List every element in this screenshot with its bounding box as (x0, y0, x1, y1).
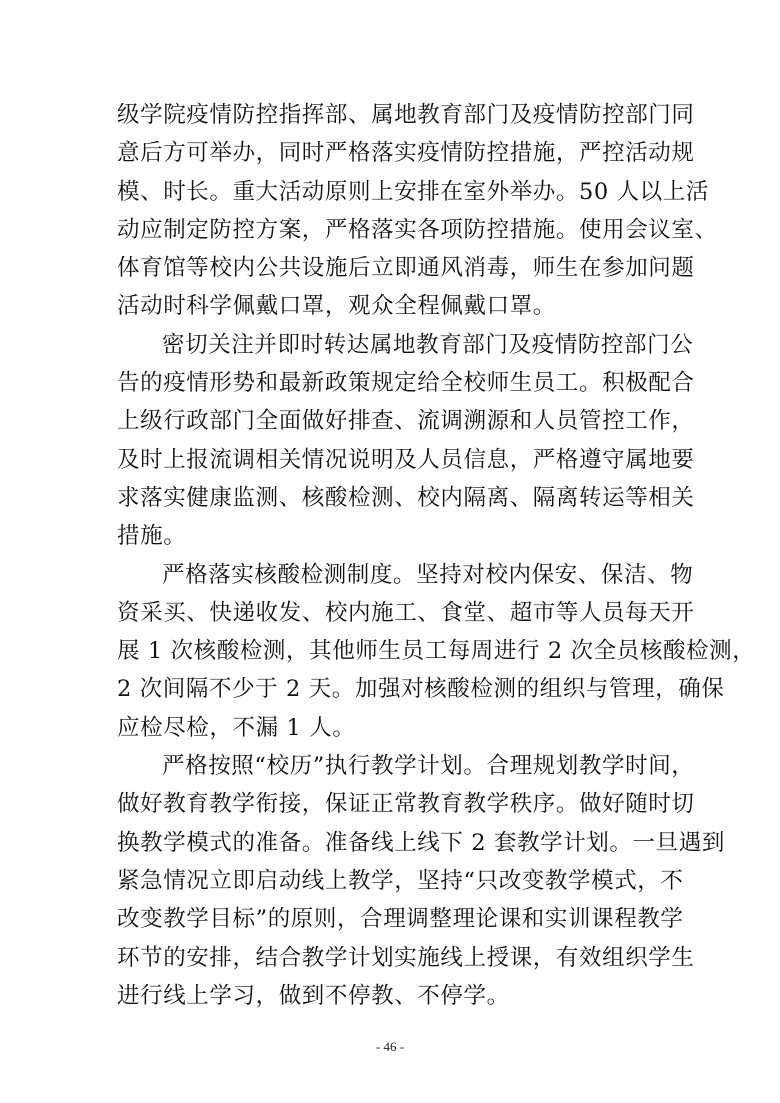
document-body (117, 96, 756, 1015)
text-line: 活动时科学佩戴口罩，观众全程佩戴口罩。 (117, 293, 556, 320)
text-line: 动应制定防控方案，严格落实各项防控措施。使用会议室、 (117, 216, 718, 243)
text-line: 应检尽检，不漏 1 人。 (117, 714, 356, 741)
text-line: 2 次间隔不少于 2 天。加强对核酸检测的组织与管理，确保 (117, 676, 725, 703)
text-line: 告的疫情形势和最新政策规定给全校师生员工。积极配合 (117, 370, 695, 397)
text-line: 严格按照“校历”执行教学计划。合理规划教学时间， (162, 753, 695, 780)
text-line: 措施。 (117, 523, 187, 550)
text-line: 进行线上学习，做到不停教、不停学。 (117, 982, 510, 1009)
page-number: - 46 - (375, 1039, 405, 1054)
text-line: 级学院疫情防控指挥部、属地教育部门及疫情防控部门同 (117, 102, 695, 128)
paragraph-3 (117, 556, 756, 747)
text-line: 及时上报流调相关情况说明及人员信息，严格遵守属地要 (117, 446, 695, 473)
text-line: 资采买、快递收发、校内施工、食堂、超市等人员每天开 (117, 599, 695, 626)
text-line: 换教学模式的准备。准备线上线下 2 套教学计划。一旦遇到 (117, 829, 725, 856)
paragraph-4 (117, 747, 725, 1015)
text-line: 体育馆等校内公共设施后立即通风消毒，师生在参加问题 (117, 255, 695, 282)
text-line: 模、时长。重大活动原则上安排在室外举办。50 人以上活 (117, 178, 709, 205)
text-line: 密切关注并即时转达属地教育部门及疫情防控部门公 (162, 331, 694, 358)
text-line: 改变教学目标”的原则，合理调整理论课和实训课程教学 (117, 906, 684, 933)
text-line: 环节的安排，结合教学计划实施线上授课，有效组织学生 (117, 944, 695, 971)
text-line: 意后方可举办，同时严格落实疫情防控措施，严控活动规 (117, 140, 695, 167)
text-line: 严格落实核酸检测制度。坚持对校内保安、保洁、物 (162, 561, 694, 588)
text-line: 做好教育教学衔接，保证正常教育教学秩序。做好随时切 (117, 791, 695, 818)
paragraph-1 (117, 96, 718, 326)
text-line: 上级行政部门全面做好排查、流调溯源和人员管控工作， (117, 408, 695, 435)
text-line: 展 1 次核酸检测，其他师生员工每周进行 2 次全员核酸检测， (117, 638, 756, 665)
text-line: 求落实健康监测、核酸检测、校内隔离、隔离转运等相关 (117, 484, 695, 511)
text-line: 紧急情况立即启动线上教学，坚持“只改变教学模式，不 (117, 867, 684, 894)
paragraph-2 (117, 326, 695, 556)
